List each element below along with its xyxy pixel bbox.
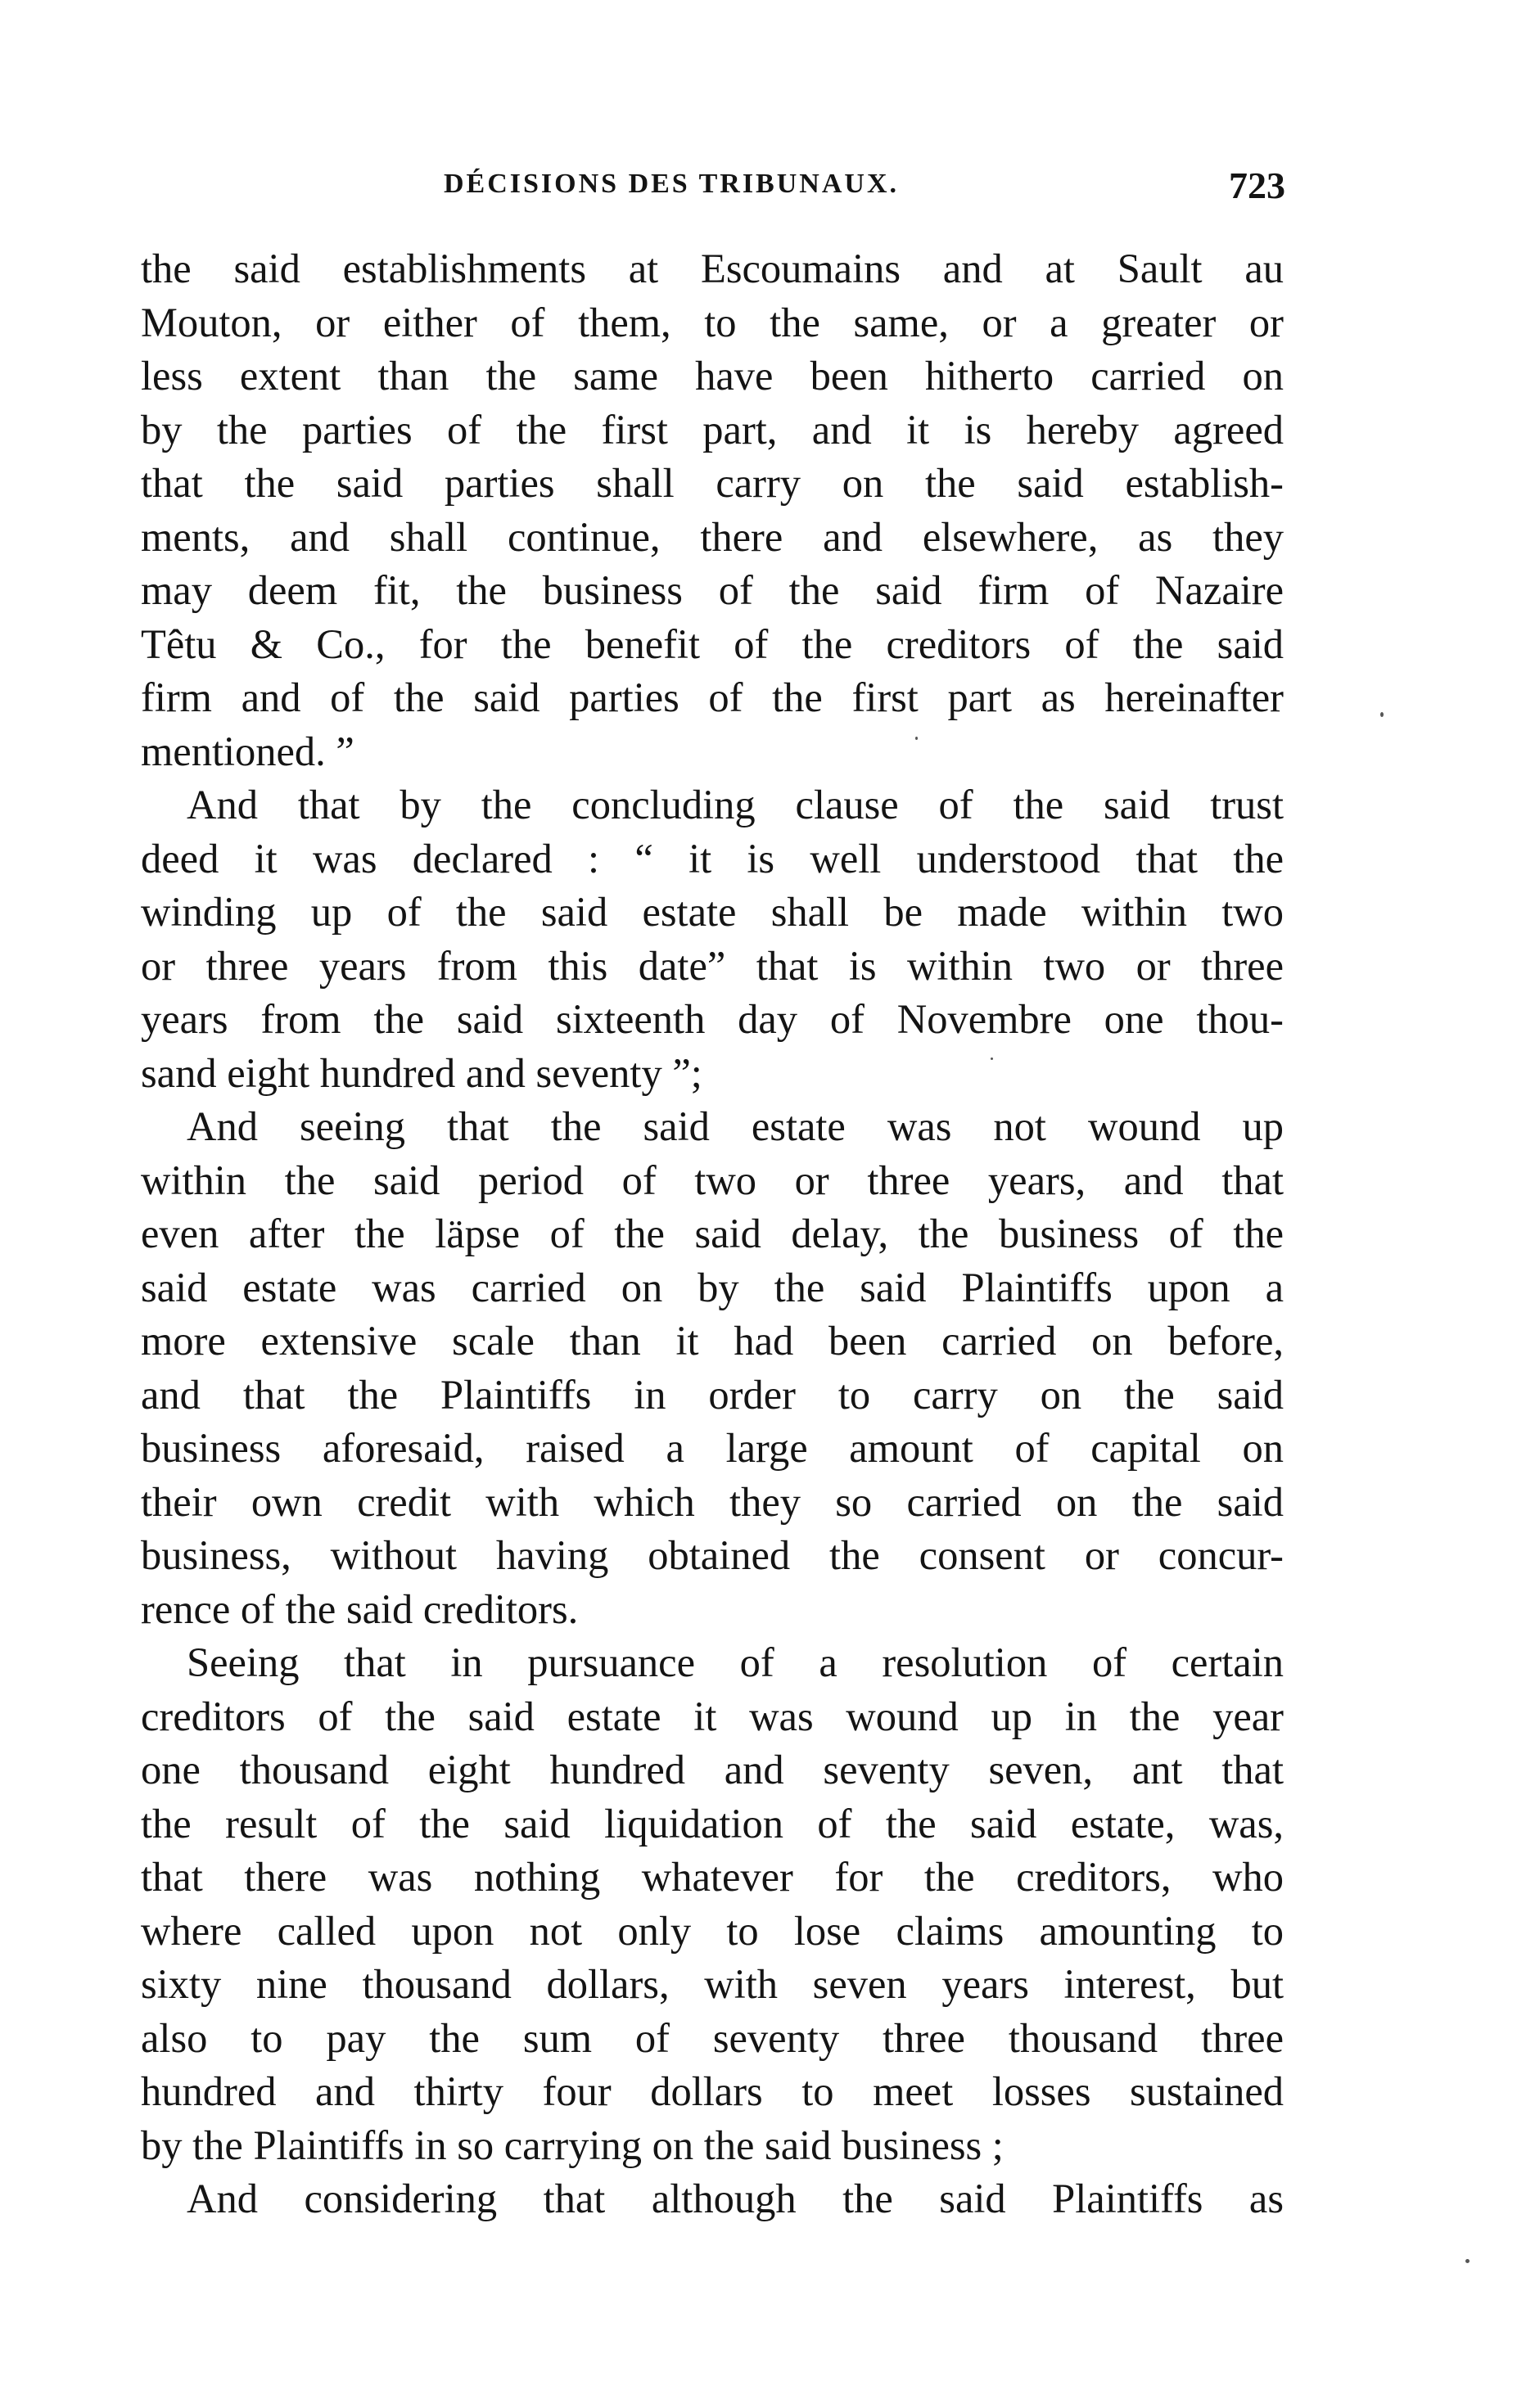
- print-speck: [1380, 712, 1384, 717]
- page-number: 723: [1229, 165, 1285, 206]
- text-line: And considering that although the said Plaintiffs as: [187, 2176, 1284, 2221]
- text-line: less extent than the same have been hitherto carried on: [141, 353, 1284, 399]
- text-line: may deem fit, the business of the said firm of Nazaire: [141, 567, 1284, 613]
- text-line: sixty nine thousand dollars, with seven years interest, but: [141, 1961, 1284, 2007]
- running-title: DÉCISIONS DES TRIBUNAUX.: [444, 169, 900, 199]
- text-line: mentioned. ”: [141, 728, 354, 774]
- text-line: deed it was declared : “ it is well understood that the: [141, 835, 1284, 882]
- text-line: by the Plaintiffs in so carrying on the said business ;: [141, 2122, 1004, 2168]
- print-speck: [991, 1057, 993, 1060]
- text-line: business aforesaid, raised a large amount of capital on: [141, 1425, 1284, 1471]
- print-speck: [1465, 2259, 1470, 2263]
- text-line: hundred and thirty four dollars to meet losses sustained: [141, 2068, 1284, 2114]
- text-line: one thousand eight hundred and seventy seven, ant that: [141, 1747, 1284, 1792]
- text-line: winding up of the said estate shall be made within two: [141, 889, 1284, 935]
- text-line: the result of the said liquidation of the said estate, was,: [141, 1800, 1284, 1847]
- text-line: and that the Plaintiffs in order to carry on the said: [141, 1371, 1284, 1418]
- text-line: by the parties of the first part, and it is hereby agreed: [141, 406, 1284, 453]
- text-line: more extensive scale than it had been carried on before,: [141, 1318, 1284, 1364]
- text-line: their own credit with which they so carried on the said: [141, 1478, 1284, 1525]
- text-line: said estate was carried on by the said Plaintiffs upon a: [141, 1264, 1284, 1310]
- text-line: rence of the said creditors.: [141, 1585, 579, 1632]
- text-line: sand eight hundred and seventy ”;: [141, 1049, 702, 1096]
- text-line: that there was nothing whatever for the creditors, who: [141, 1854, 1284, 1900]
- text-line: Seeing that in pursuance of a resolution of certain: [187, 1639, 1284, 1685]
- page-header: [139, 164, 1285, 213]
- text-line: years from the said sixteenth day of Novembre one thou-: [141, 996, 1284, 1042]
- text-line: Têtu & Co., for the benefit of the creditors of the said: [141, 620, 1284, 667]
- text-line: within the said period of two or three years, and that: [141, 1157, 1284, 1203]
- text-line: Mouton, or either of them, to the same, or a greater or: [141, 299, 1284, 345]
- text-line: business, without having obtained the consent or concur-: [141, 1532, 1284, 1578]
- text-line: or three years from this date” that is within two or three: [141, 942, 1284, 989]
- text-line: even after the läpse of the said delay, the business of the: [141, 1211, 1284, 1256]
- text-line: And seeing that the said estate was not wound up: [187, 1103, 1284, 1149]
- body-text: [141, 242, 1284, 2226]
- text-line: creditors of the said estate it was wound up in the year: [141, 1693, 1284, 1739]
- print-speck: [915, 737, 918, 740]
- text-line: firm and of the said parties of the first part as hereinafter: [141, 674, 1284, 720]
- text-line: the said establishments at Escoumains and at Sault au: [141, 246, 1284, 291]
- text-line: ments, and shall continue, there and elsewhere, as they: [141, 513, 1284, 560]
- text-line: where called upon not only to lose claims amounting to: [141, 1907, 1284, 1954]
- text-line: that the said parties shall carry on the said establish-: [141, 460, 1284, 506]
- text-line: And that by the concluding clause of the said trust: [187, 782, 1284, 827]
- text-line: also to pay the sum of seventy three thousand three: [141, 2014, 1284, 2061]
